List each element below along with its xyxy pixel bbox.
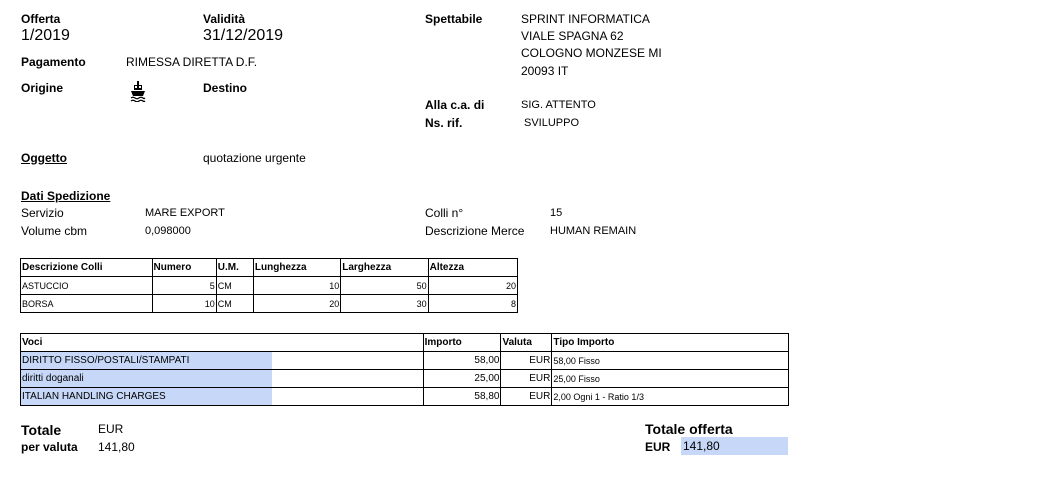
table-row — [21, 388, 789, 406]
highlighted-voce: ITALIAN HANDLING CHARGES — [21, 388, 272, 405]
table-cell: CM — [216, 277, 253, 295]
spettabile-label: Spettabile — [425, 12, 483, 26]
column-header: Numero — [152, 259, 216, 277]
volume-label: Volume cbm — [21, 224, 88, 238]
totale-amount: 141,80 — [98, 440, 135, 454]
address-line-4: 20093 IT — [521, 64, 569, 78]
table-cell: 58,80 — [423, 388, 501, 406]
spedizione-title: Dati Spedizione — [21, 189, 111, 203]
pagamento-value: RIMESSA DIRETTA D.F. — [126, 55, 258, 69]
table-row — [21, 295, 518, 313]
column-header: Larghezza — [341, 259, 428, 277]
table-header-row — [21, 334, 789, 352]
table-cell: 58,00 Fisso — [552, 352, 789, 370]
ns-rif-label: Ns. rif. — [425, 116, 463, 130]
ship-icon — [130, 80, 146, 102]
table-cell: 25,00 Fisso — [552, 370, 789, 388]
address-line-3: COLOGNO MONZESE MI — [521, 46, 662, 60]
column-header: Altezza — [428, 259, 517, 277]
column-header: U.M. — [216, 259, 253, 277]
table-cell: CM — [216, 295, 253, 313]
offerta-value: 1/2019 — [21, 27, 70, 44]
per-valuta-label: per valuta — [21, 440, 78, 454]
table-cell: 10 — [152, 295, 216, 313]
merce-label: Descrizione Merce — [425, 224, 525, 238]
totale-label: Totale — [21, 422, 62, 438]
ns-rif-value: SVILUPPO — [524, 117, 580, 129]
column-header: Importo — [423, 334, 501, 352]
column-header: Voci — [21, 334, 424, 352]
table-cell — [21, 388, 424, 406]
highlighted-voce: DIRITTO FISSO/POSTALI/STAMPATI — [21, 352, 272, 369]
highlighted-voce: diritti doganali — [21, 370, 272, 387]
colli-table — [20, 258, 518, 313]
table-cell: 8 — [428, 295, 517, 313]
volume-value: 0,098000 — [145, 225, 191, 237]
totale-offerta-label: Totale offerta — [645, 421, 733, 437]
table-cell: 50 — [341, 277, 428, 295]
table-cell: EUR — [501, 352, 552, 370]
origine-label: Origine — [21, 81, 64, 95]
table-cell: EUR — [501, 370, 552, 388]
table-cell — [21, 370, 424, 388]
oggetto-value: quotazione urgente — [203, 151, 306, 165]
voci-table — [20, 333, 789, 406]
alla-ca-label: Alla c.a. di — [425, 98, 485, 112]
colli-value: 15 — [550, 207, 563, 219]
column-header: Lunghezza — [253, 259, 340, 277]
table-cell: EUR — [501, 388, 552, 406]
merce-value: HUMAN REMAIN — [550, 225, 637, 237]
servizio-value: MARE EXPORT — [145, 207, 225, 219]
column-header: Descrizione Colli — [21, 259, 153, 277]
offerta-amount: 141,80 — [681, 437, 788, 455]
table-row — [21, 370, 789, 388]
address-line-2: VIALE SPAGNA 62 — [521, 29, 624, 43]
servizio-label: Servizio — [21, 206, 64, 220]
table-cell: ASTUCCIO — [21, 277, 153, 295]
table-row — [21, 352, 789, 370]
offerta-label: Offerta — [21, 12, 61, 26]
table-cell — [21, 352, 424, 370]
table-cell: 25,00 — [423, 370, 501, 388]
colli-label: Colli n° — [425, 206, 464, 220]
totale-currency: EUR — [98, 422, 124, 436]
column-header: Valuta — [501, 334, 552, 352]
table-cell: 2,00 Ogni 1 - Ratio 1/3 — [552, 388, 789, 406]
table-cell: BORSA — [21, 295, 153, 313]
offerta-currency: EUR — [645, 440, 671, 454]
column-header: Tipo Importo — [552, 334, 789, 352]
table-cell: 10 — [253, 277, 340, 295]
table-cell: 20 — [253, 295, 340, 313]
alla-ca-value: SIG. ATTENTO — [521, 99, 596, 111]
validita-value: 31/12/2019 — [203, 27, 284, 44]
table-cell: 30 — [341, 295, 428, 313]
table-cell: 58,00 — [423, 352, 501, 370]
table-row — [21, 277, 518, 295]
pagamento-label: Pagamento — [21, 55, 86, 69]
table-cell: 5 — [152, 277, 216, 295]
table-cell: 20 — [428, 277, 517, 295]
address-line-1: SPRINT INFORMATICA — [521, 12, 650, 26]
oggetto-label: Oggetto — [21, 151, 67, 165]
destino-label: Destino — [203, 81, 248, 95]
validita-label: Validità — [203, 12, 246, 26]
offerta-amount-box — [681, 437, 788, 455]
table-header-row — [21, 259, 518, 277]
